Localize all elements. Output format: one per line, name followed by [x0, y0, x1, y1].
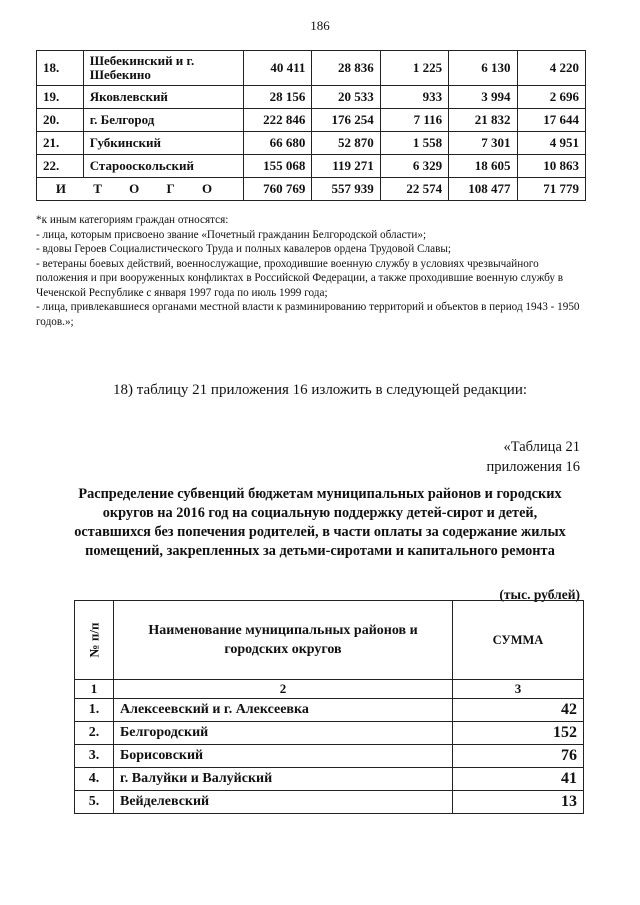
total-row — [37, 178, 586, 201]
value-cell: 66 680 — [243, 132, 311, 155]
district-name: г. Белгород — [83, 109, 243, 132]
value-cell: 21 832 — [449, 109, 517, 132]
table-row — [75, 722, 584, 745]
district-name: Вейделевский — [114, 791, 453, 814]
row-number: 19. — [37, 86, 84, 109]
total-value: 557 939 — [312, 178, 380, 201]
value-cell: 17 644 — [517, 109, 585, 132]
value-cell: 28 836 — [312, 51, 380, 86]
sum-value: 76 — [453, 745, 584, 768]
district-name: Борисовский — [114, 745, 453, 768]
units-label: (тыс. рублей) — [499, 587, 580, 602]
district-name: Яковлевский — [83, 86, 243, 109]
footnote-line: *к иным категориям граждан относятся: — [36, 214, 229, 226]
value-cell: 119 271 — [312, 155, 380, 178]
column-header-name: Наименование муниципальных районов и городских округов — [114, 601, 453, 680]
column-header-sum: СУММА — [453, 601, 584, 680]
district-name: Белгородский — [114, 722, 453, 745]
row-number: 1. — [75, 699, 114, 722]
row-number: 20. — [37, 109, 84, 132]
district-name: г. Валуйки и Валуйский — [114, 768, 453, 791]
value-cell: 2 696 — [517, 86, 585, 109]
value-cell: 6 130 — [449, 51, 517, 86]
value-cell: 4 220 — [517, 51, 585, 86]
row-number: 18. — [37, 51, 84, 86]
amendment-instruction: 18) таблицу 21 приложения 16 изложить в следующей редакции: — [112, 382, 528, 398]
footnotes — [36, 213, 591, 329]
page-number: 186 — [310, 18, 330, 33]
district-name: Шебекинский и г. Шебекино — [83, 51, 243, 86]
value-cell: 222 846 — [243, 109, 311, 132]
value-cell: 20 533 — [312, 86, 380, 109]
total-value: 108 477 — [449, 178, 517, 201]
row-number: 5. — [75, 791, 114, 814]
table-row — [75, 791, 584, 814]
table-row — [75, 745, 584, 768]
total-label: И Т О Г О — [37, 178, 244, 201]
value-cell: 52 870 — [312, 132, 380, 155]
column-header-number — [75, 601, 114, 680]
value-cell: 28 156 — [243, 86, 311, 109]
previous-table-continuation — [36, 50, 586, 201]
column-numbers-row — [75, 680, 584, 699]
value-cell: 176 254 — [312, 109, 380, 132]
value-cell: 7 301 — [449, 132, 517, 155]
footnote-line: - ветераны боевых действий, военнослужащие, проходившие военную службу в условиях чрезвычайного положения и при вооруженных конфликтах в Российской Федерации, а также проходившие военную службу в Чеченской Республике с января 1997 года по июль 1999 года; — [36, 257, 564, 299]
table-row — [37, 132, 586, 155]
sum-value: 152 — [453, 722, 584, 745]
value-cell: 1 225 — [380, 51, 448, 86]
table-reference — [487, 437, 580, 477]
footnote-line: - вдовы Героев Социалистического Труда и полных кавалеров ордена Трудовой Славы; — [36, 243, 451, 255]
column-number: 1 — [75, 680, 114, 699]
value-cell: 933 — [380, 86, 448, 109]
sum-value: 42 — [453, 699, 584, 722]
table-row — [37, 155, 586, 178]
value-cell: 18 605 — [449, 155, 517, 178]
row-number: 4. — [75, 768, 114, 791]
district-name: Алексеевский и г. Алексеевка — [114, 699, 453, 722]
total-value: 22 574 — [380, 178, 448, 201]
value-cell: 4 951 — [517, 132, 585, 155]
value-cell: 40 411 — [243, 51, 311, 86]
row-number: 2. — [75, 722, 114, 745]
row-number: 3. — [75, 745, 114, 768]
sum-value: 41 — [453, 768, 584, 791]
value-cell: 6 329 — [380, 155, 448, 178]
header-row — [75, 601, 584, 680]
district-name: Губкинский — [83, 132, 243, 155]
footnote-line: - лица, которым присвоено звание «Почетный гражданин Белгородской области»; — [36, 228, 427, 241]
column-number: 3 — [453, 680, 584, 699]
table-row — [75, 768, 584, 791]
table-row — [75, 699, 584, 722]
total-value: 71 779 — [517, 178, 585, 201]
value-cell: 7 116 — [380, 109, 448, 132]
table-reference-line: приложения 16 — [486, 459, 580, 475]
table-row — [37, 109, 586, 132]
table-title: Распределение субвенций бюджетам муниципальных районов и городских округов на 2016 год на социальную поддержку детей-сирот и детей, оставшихся без попечения родителей, в части оплаты за содержание жилых помещений, закрепленных за детьми-сиротами и капитального ремонта — [74, 486, 566, 559]
table-row — [37, 51, 586, 86]
column-number: 2 — [114, 680, 453, 699]
value-cell: 3 994 — [449, 86, 517, 109]
column-header-number-text: № п/п — [86, 622, 101, 657]
total-value: 760 769 — [243, 178, 311, 201]
table-row — [37, 86, 586, 109]
row-number: 21. — [37, 132, 84, 155]
value-cell: 1 558 — [380, 132, 448, 155]
row-number: 22. — [37, 155, 84, 178]
value-cell: 155 068 — [243, 155, 311, 178]
footnote-line: - лица, привлекавшиеся органами местной власти к разминированию территорий и объектов в период 1943 - 1950 годов.»; — [36, 301, 580, 328]
subvention-table — [74, 600, 584, 814]
table-reference-line: «Таблица 21 — [503, 439, 580, 455]
sum-value: 13 — [453, 791, 584, 814]
value-cell: 10 863 — [517, 155, 585, 178]
district-name: Старооскольский — [83, 155, 243, 178]
